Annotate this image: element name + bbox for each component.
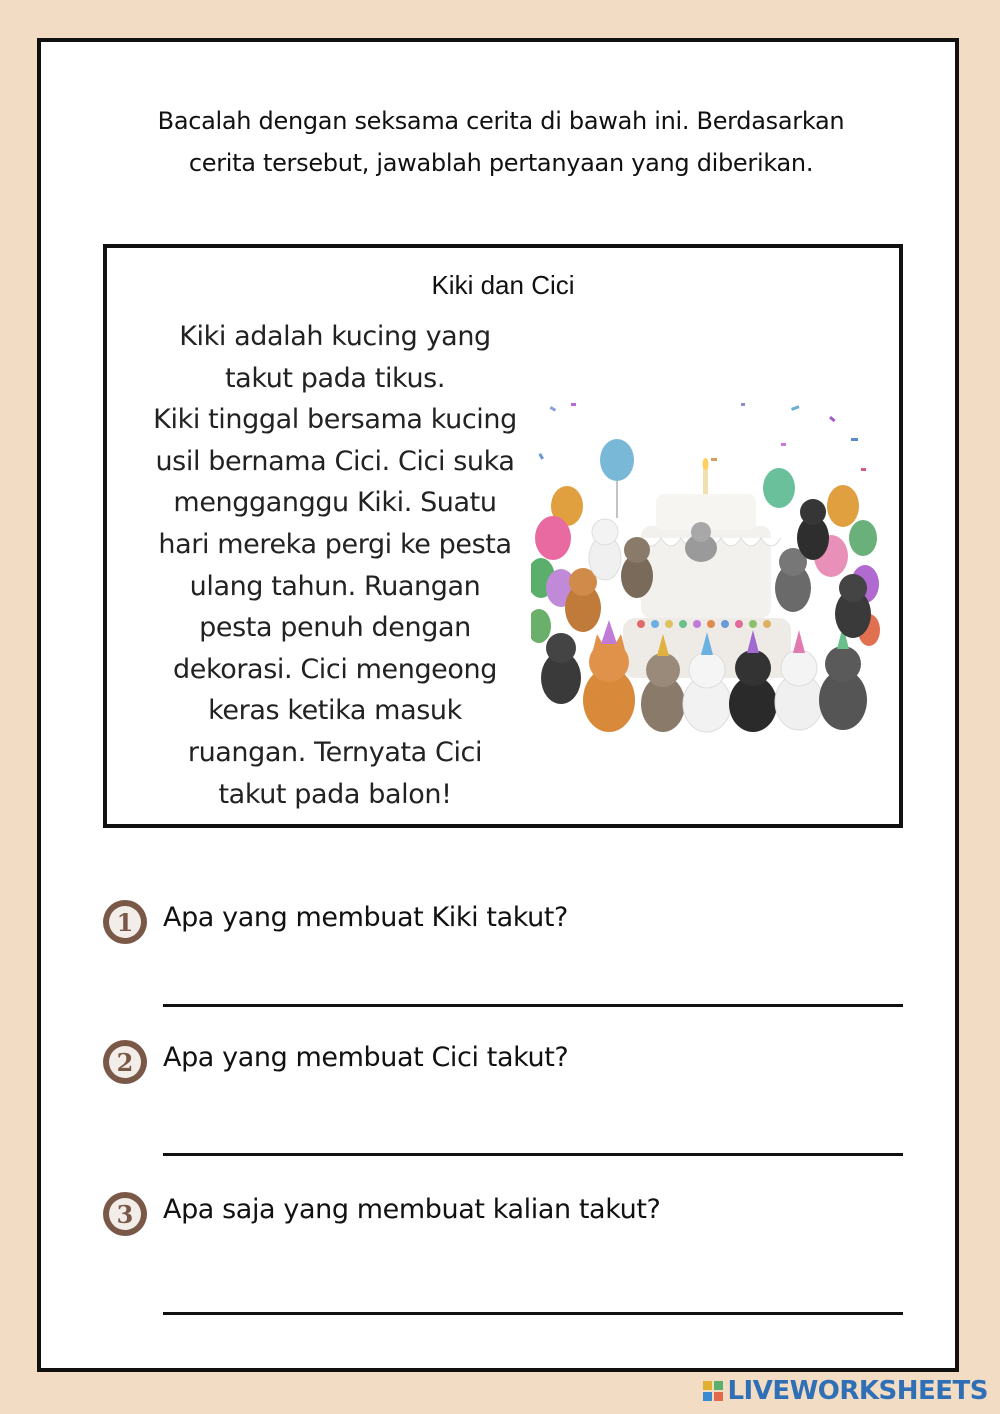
cat [797, 499, 829, 560]
number-1-badge-icon [103, 900, 147, 944]
story-line: pesta penuh dengan [199, 612, 471, 644]
story-line: usil bernama Cici. Cici suka [155, 445, 515, 477]
story-line: takut pada tikus. [224, 362, 446, 394]
instruction-line-2: cerita tersebut, jawablah pertanyaan yang diberikan. [188, 149, 814, 177]
story-title: Kiki dan Cici [431, 270, 575, 300]
brand-name: LIVEWORKSHEETS [727, 1376, 988, 1406]
instruction-text [101, 100, 901, 184]
question-number: 2 [109, 1046, 141, 1078]
cat [835, 574, 871, 638]
number-2-badge-icon [103, 1040, 147, 1084]
question-3 [103, 1192, 903, 1240]
question-text: Apa yang membuat Kiki takut? [163, 902, 568, 933]
question-text: Apa yang membuat Cici takut? [163, 1042, 569, 1073]
answer-line-2 [163, 1153, 903, 1156]
cat [589, 519, 621, 580]
story-line: dekorasi. Cici mengeong [173, 653, 497, 685]
question-2 [103, 1040, 903, 1088]
story-line: takut pada balon! [218, 778, 452, 810]
story-line: ruangan. Ternyata Cici [187, 736, 483, 768]
question-text: Apa saja yang membuat kalian takut? [163, 1194, 661, 1225]
story-line: ulang tahun. Ruangan [189, 570, 481, 602]
answer-input-2[interactable] [163, 1112, 907, 1154]
question-1 [103, 900, 903, 948]
cat [819, 626, 867, 730]
answer-line-3 [163, 1312, 903, 1315]
story-line: Kiki tinggal bersama kucing [153, 404, 517, 436]
cat [541, 633, 581, 704]
cat [565, 568, 601, 632]
liveworksheets-blocks-icon [703, 1381, 723, 1401]
story-line: keras ketika masuk [208, 695, 462, 727]
cat [775, 548, 811, 612]
instruction-line-1: Bacalah dengan seksama cerita di bawah ini. Berdasarkan [157, 107, 845, 135]
story-box [103, 244, 903, 828]
liveworksheets-logo[interactable] [703, 1376, 988, 1406]
answer-line-1 [163, 1004, 903, 1007]
story-body [135, 316, 535, 815]
cat [621, 537, 653, 598]
cat-party-illustration [531, 398, 883, 738]
story-line: hari mereka pergi ke pesta [158, 528, 512, 560]
story-line: mengganggu Kiki. Suatu [173, 487, 497, 519]
confetti [538, 403, 866, 471]
question-number: 1 [109, 906, 141, 938]
story-line: Kiki adalah kucing yang [179, 321, 491, 352]
worksheet-page [37, 38, 959, 1372]
answer-input-3[interactable] [163, 1271, 907, 1313]
question-number: 3 [109, 1198, 141, 1230]
answer-input-1[interactable] [163, 963, 907, 1005]
number-3-badge-icon [103, 1192, 147, 1236]
